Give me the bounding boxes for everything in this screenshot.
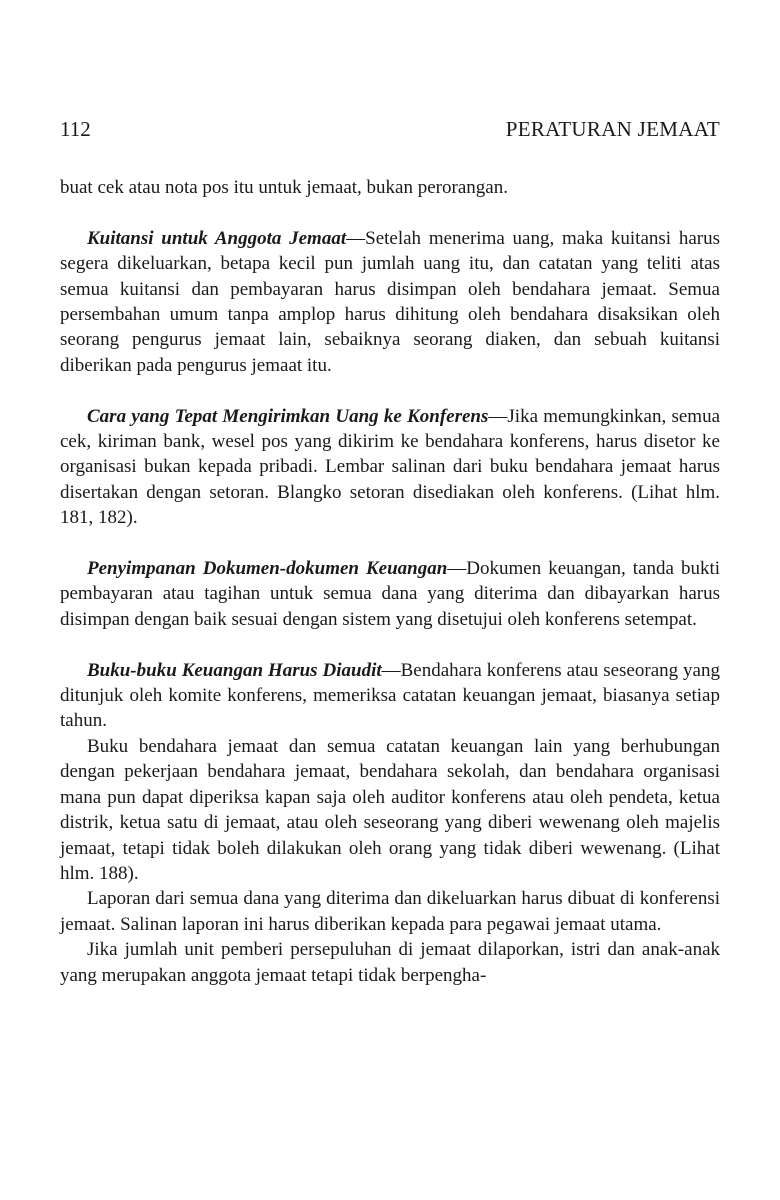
paragraph-buku-bendahara [60, 734, 720, 886]
paragraph-text: Buku bendahara jemaat dan semua catatan keuangan lain yang berhubungan dengan pekerjaan bendahara jemaat, bendahara sekolah, dan bendahara organisasi mana pun dapat diperiksa kapan saja oleh auditor konferens atau oleh pendeta, ketua distrik, ketua satu di jemaat, atau oleh seseorang yang diberi wewenang oleh majelis jemaat, tetapi tidak boleh dilakukan oleh orang yang tidak diberi wewenang. (Lihat hlm. 188). [60, 735, 720, 884]
paragraph-continuation [60, 175, 720, 200]
paragraph-unit-pemberi [60, 937, 720, 988]
section-heading: Cara yang Tepat Mengirimkan Uang ke Konferens [87, 405, 489, 427]
section-heading: Kuitansi untuk Anggota Jemaat [87, 227, 347, 249]
paragraph-text: Jika jumlah unit pemberi persepuluhan di jemaat dilaporkan, istri dan anak-anak yang merupakan anggota jemaat tetapi tidak berpengha- [60, 939, 720, 986]
paragraph-mengirimkan-uang [60, 404, 720, 531]
paragraph-text: —Bendahara konferens atau seseorang yang ditunjuk oleh komite konferens, memeriksa catatan keuangan jemaat, biasanya setiap tahun. [60, 659, 720, 732]
paragraph-text: —Dokumen keuangan, tanda bukti pembayaran atau tagihan untuk semua dana yang diterima dan dibayarkan harus disimpan dengan baik sesuai dengan sistem yang disetujui oleh konferens setempat. [60, 558, 721, 630]
section-heading: Penyimpanan Dokumen-dokumen Keuangan [87, 558, 448, 580]
paragraph-text: —Setelah menerima uang, maka kuitansi harus segera dikeluarkan, betapa kecil pun jumlah uang itu, dan catatan yang teliti atas semua kuitansi dan pembayaran harus disimpan oleh bendahara jemaat. Semua persembahan umum tanpa amplop harus dihitung oleh bendahara disaksikan oleh seorang pengurus jemaat lain, sebaiknya seorang diaken, dan sebuah kuitansi diberikan pada pengurus jemaat itu. [60, 227, 720, 376]
body-text [60, 175, 720, 988]
paragraph-text: Laporan dari semua dana yang diterima dan dikeluarkan harus dibuat di konferensi jemaat. Salinan laporan ini harus diberikan kepada para pegawai jemaat utama. [60, 888, 720, 935]
running-title: PERATURAN JEMAAT [505, 117, 720, 141]
page-number: 112 [60, 117, 91, 141]
section-heading: Buku-buku Keuangan Harus Diaudit [87, 659, 382, 681]
paragraph-text: buat cek atau nota pos itu untuk jemaat, bukan perorangan. [60, 177, 508, 198]
paragraph-kuitansi [60, 226, 720, 378]
paragraph-buku-diaudit [60, 658, 720, 734]
paragraph-laporan-dana [60, 886, 720, 937]
paragraph-penyimpanan-dokumen [60, 556, 720, 632]
paragraph-text: —Jika memungkinkan, semua cek, kiriman bank, wesel pos yang dikirim ke bendahara konferens, harus disetor ke organisasi bukan kepada pribadi. Lembar salinan dari buku bendahara jemaat harus disertakan dengan setoran. Blangko setoran disediakan oleh konferens. (Lihat hlm. 181, 182). [60, 405, 720, 529]
